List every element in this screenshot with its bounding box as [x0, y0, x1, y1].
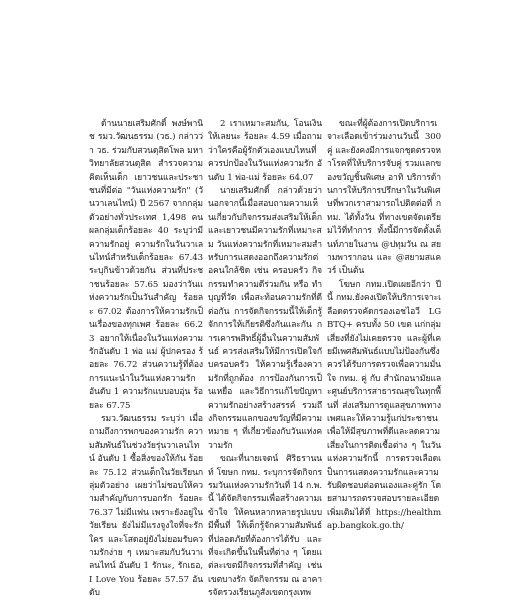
article-paragraph: ขณะที่นายเจตน์ ศิริธรานนท์ โฆษก กทม. ระบุการจัดกิจกรรมวันแห่งความรักวันที่ 14 ก.พ. นี้ ได้จัดกิจกรรมเพื่อสร้างความเข้าใจ ให้คนหลากหลายรูปแบบมีพื้นที่ ให้เด็กรู้จักความสัมพันธ์ที่ปลอดภัยที่ต้องการได้รับ และที่จะเกิดขึ้นในพื้นที่ต่าง ๆ โดยแต่ละเขตมีกิจกรรมที่สำคัญ เช่น เขตบางรัก จัดกิจกรรม ณ อาคารจัดรวงเรียนภูสังเขตกรุงเทพ	[208, 454, 322, 599]
article-paragraph: โฆษก กทม.เปิดเผยอีกว่า ปีนี้ กทม.ยังคงเปิดให้บริการเจาะเลือดตรวจคัดกรองเอชไอวี LGBTQ+ ครบทั้ง 50 เขต แก่กลุ่มเสี่ยงที่ยังไม่เคยตรวจ และผู้ที่เคยมีเพศสัมพันธ์แบบไม่ป้องกันซึ่งควรได้รับการตรวจเพื่อความมั่นใจ กทม. คู่ กับ สำนักอนามัยและศูนย์บริการสาธารณสุขในทุกพื้นที่ ส่งเสริมการดูแลสุขภาพทางเพศและให้ความรู้แก่ประชาชน เพื่อให้มีสุขภาพที่ดีและลดความเสี่ยงในการติดเชื้อต่าง ๆ ในวันแห่งความรักนี้ การตรวจเลือดเป็นการแสดงความรักและความรับผิดชอบต่อตนเองและคู่รัก โดยสามารถตรวจสอบรายละเอียดเพิ่มเติมได้ที่ https://healthmap.bangkok.go.th/	[327, 279, 441, 532]
article-column-2	[208, 118, 322, 601]
article-paragraph: ด้านนายเสริมศักดิ์ พงษ์พานิช รมว.วัฒนธรรม (วธ.) กล่าวว่า วธ. ร่วมกับสวนดุสิตโพล มหาวิทยาลัยสวนดุสิต สำรวจความคิดเห็นเด็ก เยาวชนและประชาชนที่มีต่อ "วันแห่งความรัก" (วันวาเลนไทน์) ปี 2567 จากกลุ่มตัวอย่างทั่วประเทศ 1,498 คน ผลกลุ่มเด็กร้อยละ 40 ระบุว่ามีความรักอยู่ ความรักในวันวาเลนไทน์สำหรับเด็กร้อยละ 67.43 ระบุกินข้าวด้วยกัน ส่วนที่ประชาชนร้อยละ 57.65 มองว่าวันแห่งความรักเป็นวันสำคัญ ร้อยละ 67.02 ต้องการให้ความรักเป็นเรื่องของทุกเพศ ร้อยละ 66.23 อยากให้เนื่องในวันแห่งความรักอันดับ 1 พ่อ แม่ ผู้ปกครอง ร้อยละ 76.72 ส่วนความรู้ที่ต้องการแนะนำในวันแห่งความรัก อันดับ 1 ความรักแบบอบอุ่น ร้อยละ 67.75	[89, 119, 203, 411]
article-paragraph: 2 เราเหมาะสมกัน, โอนเงินให้เลยนะ ร้อยละ 4.59 เมื่อถามว่าใครคือผู้รักตัวเองแบบไหนที่ควรปกป้องในวันแห่งความรัก อันดับ 1 พ่อ-แม่ ร้อยละ 64.07	[208, 119, 322, 183]
article-paragraph: รมว.วัฒนธรรม ระบุว่า เมื่อถามถึงการพกของความรัก ความสัมพันธ์ในช่วงวัยรุ่นวาเลนไทน์ อันดับ 1 ซื้อสิ่งของให้กัน ร้อยละ 75.12 ส่วนเด็กในวัยเรียนกลุ่มตัวอย่าง เผยว่าไม่ชอบให้ความสำคัญกับการบอกรัก ร้อยละ 76.37 ไม่มีแฟน เพราะยังอยู่ในวัยเรียน ยังไม่มีแรงจูงใจที่จะรักใคร และโสดอยู่ยังไม่ยอมรับความรักง่าย ๆ เหมาะสมกับวันวาเลนไทน์ อันดับ 1 รักนะ, รักเธอ, I Love You ร้อยละ 57.57 อันดับ	[89, 413, 203, 599]
article-column-1	[89, 118, 203, 601]
article-paragraph: ขณะที่ผู้ต้องการเปิดบริการเจาะเลือดเข้าร่วมงานวันนี้ 300 คู่ และยังคงมีการแจกชุดตรวจหาโรคที่ให้บริการจับคู่ รวมแลกของขวัญชิ้นพิเศษ อาทิ บริการด้านการให้บริการปรึกษาในวันพิเศษที่พวกเราสามารถไปติดต่อที่ กทม. ได้ทั้งวัน ที่ทางเขตจัดเตรียมไว้ที่ทำการ ทั้งนี้มีการจัดตั้งเต็นท์ภายในงาน @ปทุมวัน ณ สยามพารากอน และ @สยามสแควร์ เป็นต้น	[327, 119, 442, 277]
article-paragraph: นายเสริมศักดิ์ กล่าวด้วยว่า นอกจากนี้เมื่อสอบถามความเห็นเกี่ยวกับกิจกรรมส่งเสริมให้เด็กและเยาวชนมีความรักที่เหมาะสม วันแห่งความรักที่เหมาะสมสำหรับการแสดงออกถึงความรักต่อคนใกล้ชิด เช่น ครอบครัว กิจกรรมทำความดีร่วมกัน หรือ ทำบุญที่วัด เพื่อสะท้อนความรักที่ดีต่อกัน การจัดกิจกรรมนี้ให้เด็กรู้จักการให้เกียรติซึ่งกันและกัน การเคารพสิทธิ์ผู้อื่นในความสัมพันธ์ ควรส่งเสริมให้มีการเปิดใจกับครอบครัว ให้ความรู้เรื่องความรักที่ถูกต้อง การป้องกันการเป็นเหยื่อ และวิธีการแก้ไขปัญหาความรักอย่างสร้างสรรค์ รวมถึงกิจกรรมแลกของขวัญที่มีความหมาย ๆ ที่เกี่ยวข้องกับวันแห่งความรัก	[208, 186, 322, 451]
article-column-3	[327, 118, 441, 534]
